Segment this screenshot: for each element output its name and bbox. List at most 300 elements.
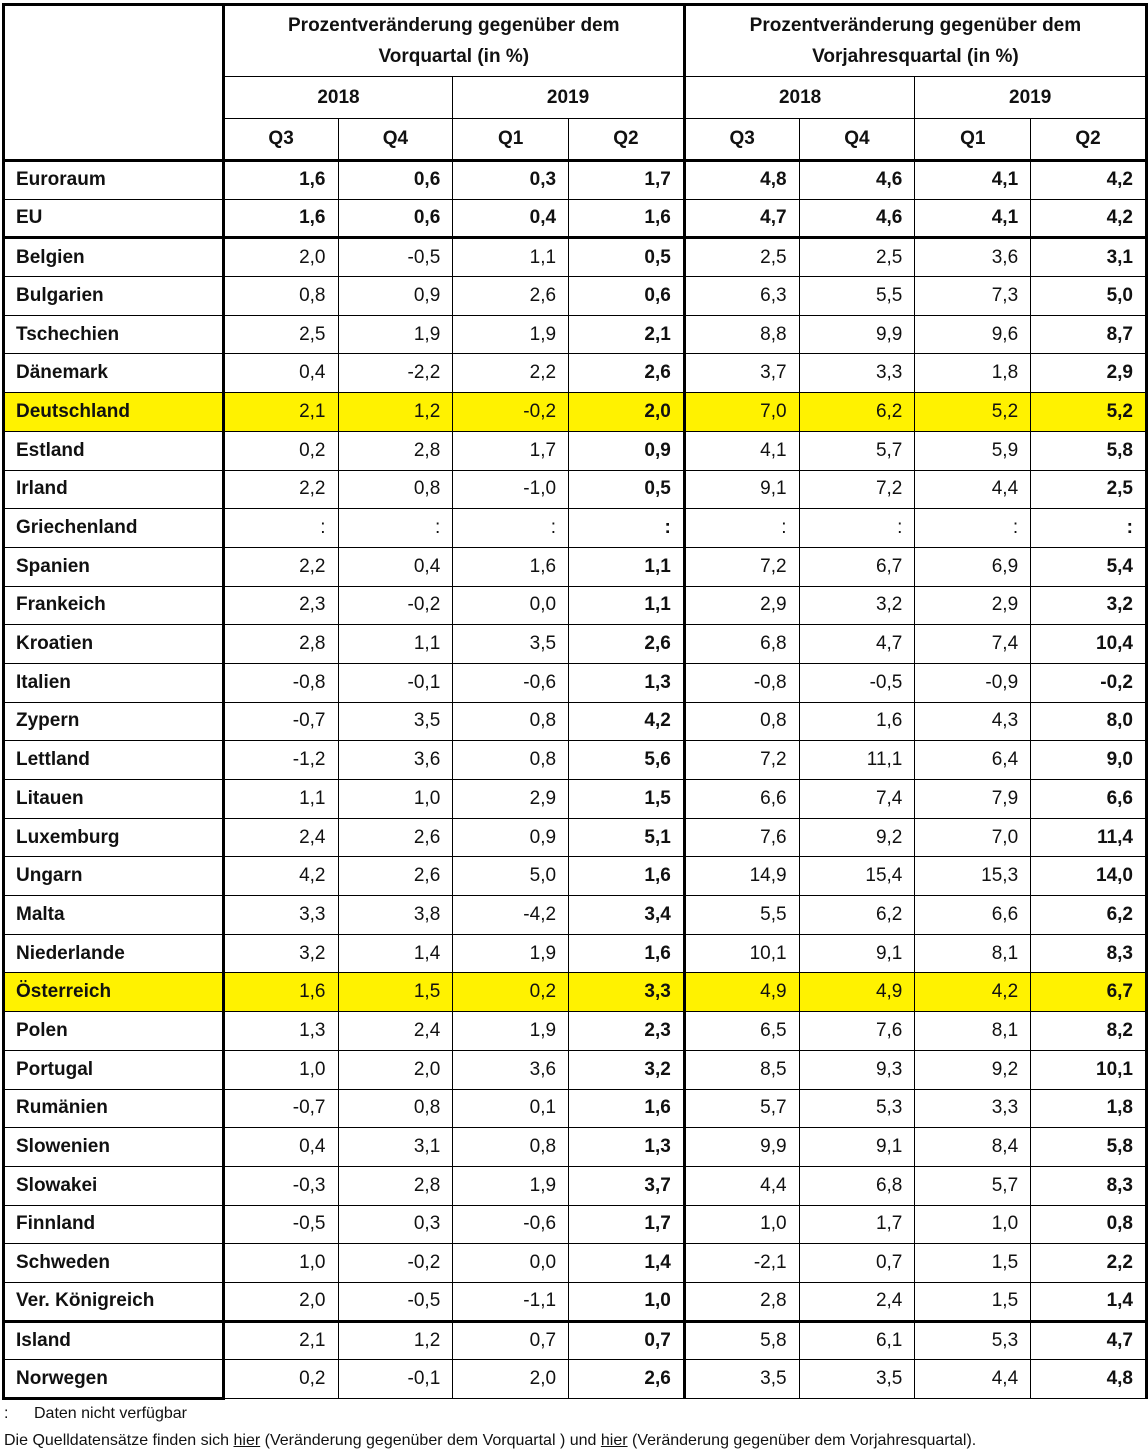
source-link-prev-year[interactable]: hier [600,1432,628,1449]
table-row [4,354,1147,393]
row-label: Italien [4,663,224,702]
value-cell: -1,0 [453,470,569,509]
value-cell: 2,6 [453,277,569,316]
value-cell: 1,0 [684,1205,799,1244]
value-cell: 4,8 [1031,1360,1147,1399]
value-cell: 0,4 [338,547,453,586]
value-cell: 8,5 [684,1050,799,1089]
value-cell: 2,0 [453,1360,569,1399]
header-quarter: Q1 [915,119,1031,161]
row-label: Tschechien [4,315,224,354]
table-row [4,663,1147,702]
value-cell: -0,9 [915,663,1031,702]
value-cell: 4,3 [915,702,1031,741]
value-cell: 3,4 [569,896,685,935]
value-cell: 4,4 [915,470,1031,509]
value-cell: 8,8 [684,315,799,354]
value-cell: -1,2 [223,741,338,780]
value-cell: 4,4 [915,1360,1031,1399]
value-cell: 6,8 [799,1166,915,1205]
row-label: Zypern [4,702,224,741]
value-cell: 4,4 [684,1166,799,1205]
value-cell: 7,2 [799,470,915,509]
value-cell: 2,2 [223,470,338,509]
value-cell: 8,3 [1031,934,1147,973]
value-cell: 4,1 [915,161,1031,200]
value-cell: 2,1 [223,1321,338,1360]
value-cell: 0,8 [453,1128,569,1167]
value-cell: 0,4 [223,1128,338,1167]
value-cell: 4,1 [684,431,799,470]
header-group-prev-quarter [223,5,684,77]
value-cell: 3,3 [799,354,915,393]
table-row [4,1089,1147,1128]
row-label: Malta [4,896,224,935]
value-cell: 3,2 [799,586,915,625]
row-label: Schweden [4,1244,224,1283]
value-cell: -2,2 [338,354,453,393]
row-label: Portugal [4,1050,224,1089]
value-cell: 6,3 [684,277,799,316]
value-cell: 8,1 [915,1012,1031,1051]
value-cell: 0,7 [799,1244,915,1283]
value-cell: 2,6 [569,354,685,393]
value-cell: 5,0 [1031,277,1147,316]
value-cell: 4,6 [799,161,915,200]
header-year: 2019 [453,77,685,119]
value-cell: 1,4 [569,1244,685,1283]
header-quarter: Q2 [569,119,685,161]
value-cell: 9,1 [799,1128,915,1167]
value-cell: 9,3 [799,1050,915,1089]
value-cell: 15,4 [799,857,915,896]
value-cell: 5,8 [1031,431,1147,470]
value-cell: 2,6 [338,818,453,857]
value-cell: 1,2 [338,393,453,432]
value-cell: 4,7 [684,199,799,238]
value-cell: 2,6 [569,625,685,664]
footnote-text: Daten nicht verfügbar [34,1405,187,1422]
row-label: Kroatien [4,625,224,664]
value-cell: 1,3 [223,1012,338,1051]
source-note [4,1432,976,1450]
value-cell: 2,5 [1031,470,1147,509]
value-cell: 1,7 [453,431,569,470]
value-cell: 0,2 [453,973,569,1012]
row-label: Polen [4,1012,224,1051]
value-cell: -2,1 [684,1244,799,1283]
value-cell: 14,0 [1031,857,1147,896]
value-cell: -0,2 [338,1244,453,1283]
header-quarter: Q3 [684,119,799,161]
row-label: Norwegen [4,1360,224,1399]
value-cell: 14,9 [684,857,799,896]
header-year: 2019 [915,77,1147,119]
table-row [4,315,1147,354]
value-cell: 5,8 [684,1321,799,1360]
value-cell: 0,0 [453,586,569,625]
header-quarter: Q1 [453,119,569,161]
value-cell: 6,7 [799,547,915,586]
value-cell: -0,2 [453,393,569,432]
value-cell: 1,6 [453,547,569,586]
header-quarter: Q4 [338,119,453,161]
table-row [4,780,1147,819]
value-cell: 1,5 [915,1282,1031,1321]
value-cell: 0,9 [338,277,453,316]
value-cell: -0,5 [799,663,915,702]
value-cell: 0,5 [569,470,685,509]
value-cell: 1,6 [569,199,685,238]
value-cell: 5,7 [684,1089,799,1128]
value-cell: -0,2 [1031,663,1147,702]
value-cell: -0,6 [453,1205,569,1244]
value-cell: 2,3 [223,586,338,625]
table-row [4,161,1147,200]
table-row [4,393,1147,432]
header-group-prev-quarter-line2: Vorquartal (in %) [378,46,530,67]
row-label: Griechenland [4,509,224,548]
value-cell: 15,3 [915,857,1031,896]
value-cell: 1,6 [799,702,915,741]
value-cell: 1,9 [453,1166,569,1205]
value-cell: 0,6 [338,199,453,238]
value-cell: 0,8 [453,741,569,780]
value-cell: : [223,509,338,548]
value-cell: -0,1 [338,663,453,702]
header-quarter: Q3 [223,119,338,161]
value-cell: -0,1 [338,1360,453,1399]
value-cell: 0,1 [453,1089,569,1128]
value-cell: 1,7 [569,1205,685,1244]
value-cell: 11,1 [799,741,915,780]
value-cell: 0,5 [569,238,685,277]
value-cell: 3,5 [338,702,453,741]
value-cell: 4,8 [684,161,799,200]
row-label: Litauen [4,780,224,819]
value-cell: 7,9 [915,780,1031,819]
value-cell: 7,4 [915,625,1031,664]
value-cell: 2,9 [453,780,569,819]
value-cell: 7,4 [799,780,915,819]
value-cell: 2,2 [1031,1244,1147,1283]
row-label: Euroraum [4,161,224,200]
value-cell: 3,6 [453,1050,569,1089]
table-row [4,431,1147,470]
value-cell: 0,6 [569,277,685,316]
value-cell: 2,4 [799,1282,915,1321]
header-year: 2018 [684,77,915,119]
value-cell: 2,1 [223,393,338,432]
header-group-prev-year-line1: Prozentveränderung gegenüber dem [749,15,1082,36]
value-cell: -1,1 [453,1282,569,1321]
value-cell: 2,2 [453,354,569,393]
value-cell: 9,2 [915,1050,1031,1089]
value-cell: 3,2 [569,1050,685,1089]
value-cell: 5,6 [569,741,685,780]
table-row [4,1282,1147,1321]
source-link-prev-quarter[interactable]: hier [233,1432,261,1449]
value-cell: 1,0 [223,1244,338,1283]
value-cell: 5,2 [915,393,1031,432]
value-cell: -0,5 [223,1205,338,1244]
table-row [4,1244,1147,1283]
value-cell: 10,1 [1031,1050,1147,1089]
value-cell: 0,8 [684,702,799,741]
value-cell: 6,2 [1031,896,1147,935]
value-cell: 9,9 [799,315,915,354]
value-cell: 3,5 [453,625,569,664]
value-cell: 0,8 [223,277,338,316]
table-row [4,1360,1147,1399]
value-cell: 5,2 [1031,393,1147,432]
table-body [4,161,1147,1399]
value-cell: : [338,509,453,548]
value-cell: 3,3 [223,896,338,935]
value-cell: 4,1 [915,199,1031,238]
value-cell: 5,4 [1031,547,1147,586]
table-row [4,1205,1147,1244]
value-cell: 0,7 [569,1321,685,1360]
value-cell: 7,2 [684,547,799,586]
value-cell: 1,9 [453,1012,569,1051]
value-cell: 3,8 [338,896,453,935]
value-cell: -4,2 [453,896,569,935]
value-cell: 8,3 [1031,1166,1147,1205]
value-cell: 2,6 [569,1360,685,1399]
header-year: 2018 [223,77,453,119]
value-cell: 4,2 [1031,161,1147,200]
value-cell: 0,3 [453,161,569,200]
value-cell: 1,7 [799,1205,915,1244]
value-cell: 5,7 [799,431,915,470]
value-cell: 7,0 [684,393,799,432]
table-row [4,199,1147,238]
row-label: Österreich [4,973,224,1012]
table-row [4,741,1147,780]
value-cell: 8,4 [915,1128,1031,1167]
value-cell: : [569,509,685,548]
header-group-prev-quarter-line1: Prozentveränderung gegenüber dem [288,15,620,36]
value-cell: 1,5 [338,973,453,1012]
value-cell: 6,6 [1031,780,1147,819]
table-row [4,973,1147,1012]
value-cell: 7,6 [799,1012,915,1051]
value-cell: 6,2 [799,393,915,432]
value-cell: 7,0 [915,818,1031,857]
value-cell: -0,8 [223,663,338,702]
value-cell: 1,6 [569,934,685,973]
row-label: Belgien [4,238,224,277]
value-cell: 9,9 [684,1128,799,1167]
value-cell: 2,5 [799,238,915,277]
value-cell: 0,8 [338,470,453,509]
row-label: Estland [4,431,224,470]
value-cell: 2,8 [338,1166,453,1205]
row-label: EU [4,199,224,238]
table-row [4,1128,1147,1167]
value-cell: 4,2 [223,857,338,896]
value-cell: 9,1 [684,470,799,509]
table-row [4,625,1147,664]
value-cell: 3,2 [223,934,338,973]
table-row [4,1050,1147,1089]
source-suffix: (Veränderung gegenüber dem Vorjahresquartal). [632,1432,977,1449]
value-cell: 0,9 [453,818,569,857]
table-row [4,277,1147,316]
value-cell: 8,0 [1031,702,1147,741]
value-cell: 2,5 [223,315,338,354]
value-cell: 2,0 [223,238,338,277]
value-cell: 4,9 [799,973,915,1012]
value-cell: 6,9 [915,547,1031,586]
value-cell: 6,1 [799,1321,915,1360]
value-cell: 3,5 [799,1360,915,1399]
value-cell: 3,6 [338,741,453,780]
value-cell: 3,3 [569,973,685,1012]
value-cell: 7,6 [684,818,799,857]
value-cell: 0,8 [453,702,569,741]
value-cell: 8,1 [915,934,1031,973]
value-cell: 1,5 [569,780,685,819]
source-prefix: Die Quelldatensätze finden sich [4,1432,230,1449]
table-row [4,509,1147,548]
value-cell: : [799,509,915,548]
value-cell: 2,2 [223,547,338,586]
table-row [4,702,1147,741]
value-cell: 5,8 [1031,1128,1147,1167]
value-cell: 3,7 [569,1166,685,1205]
value-cell: 2,1 [569,315,685,354]
value-cell: : [684,509,799,548]
value-cell: 3,3 [915,1089,1031,1128]
value-cell: 0,0 [453,1244,569,1283]
value-cell: 2,9 [915,586,1031,625]
value-cell: 0,8 [338,1089,453,1128]
value-cell: 6,6 [915,896,1031,935]
row-label: Spanien [4,547,224,586]
value-cell: 1,3 [569,1128,685,1167]
value-cell: 0,3 [338,1205,453,1244]
value-cell: 5,5 [799,277,915,316]
row-label: Frankeich [4,586,224,625]
table-row [4,547,1147,586]
table-row [4,1321,1147,1360]
value-cell: 3,2 [1031,586,1147,625]
row-label: Dänemark [4,354,224,393]
table-row [4,470,1147,509]
value-cell: 6,2 [799,896,915,935]
value-cell: 4,2 [569,702,685,741]
value-cell: 1,1 [569,547,685,586]
value-cell: 5,9 [915,431,1031,470]
value-cell: 6,8 [684,625,799,664]
table-row [4,818,1147,857]
value-cell: 4,7 [1031,1321,1147,1360]
row-label: Luxemburg [4,818,224,857]
value-cell: 2,8 [338,431,453,470]
value-cell: 5,3 [799,1089,915,1128]
value-cell: 1,6 [223,161,338,200]
value-cell: 7,2 [684,741,799,780]
value-cell: 1,8 [915,354,1031,393]
value-cell: 0,8 [1031,1205,1147,1244]
value-cell: 3,1 [1031,238,1147,277]
table-row [4,586,1147,625]
value-cell: 1,9 [453,934,569,973]
value-cell: 2,8 [223,625,338,664]
value-cell: 1,8 [1031,1089,1147,1128]
row-label: Slowenien [4,1128,224,1167]
row-label: Rumänien [4,1089,224,1128]
value-cell: 1,9 [338,315,453,354]
table-row [4,1166,1147,1205]
value-cell: 2,4 [223,818,338,857]
value-cell: 1,0 [569,1282,685,1321]
table-row [4,857,1147,896]
value-cell: 2,9 [1031,354,1147,393]
gdp-growth-table [2,3,1148,1400]
table-row [4,896,1147,935]
value-cell: 2,8 [684,1282,799,1321]
value-cell: -0,5 [338,238,453,277]
header-quarter: Q2 [1031,119,1147,161]
value-cell: 0,6 [338,161,453,200]
value-cell: -0,2 [338,586,453,625]
value-cell: 4,6 [799,199,915,238]
table-row [4,238,1147,277]
value-cell: 4,7 [799,625,915,664]
value-cell: 7,3 [915,277,1031,316]
header-quarter: Q4 [799,119,915,161]
value-cell: 1,1 [569,586,685,625]
value-cell: 1,2 [338,1321,453,1360]
value-cell: 1,7 [569,161,685,200]
value-cell: 2,4 [338,1012,453,1051]
value-cell: 4,2 [915,973,1031,1012]
value-cell: 0,2 [223,1360,338,1399]
row-label: Niederlande [4,934,224,973]
value-cell: 9,1 [799,934,915,973]
value-cell: 1,0 [223,1050,338,1089]
value-cell: 10,1 [684,934,799,973]
value-cell: 2,0 [338,1050,453,1089]
value-cell: -0,6 [453,663,569,702]
value-cell: 5,3 [915,1321,1031,1360]
value-cell: 1,1 [453,238,569,277]
value-cell: -0,5 [338,1282,453,1321]
value-cell: 1,6 [569,857,685,896]
value-cell: 9,6 [915,315,1031,354]
table-row [4,1012,1147,1051]
value-cell: 0,4 [453,199,569,238]
row-label: Bulgarien [4,277,224,316]
value-cell: 5,5 [684,896,799,935]
value-cell: 3,7 [684,354,799,393]
value-cell: 1,6 [223,199,338,238]
value-cell: 1,9 [453,315,569,354]
value-cell: 1,4 [1031,1282,1147,1321]
row-label: Finnland [4,1205,224,1244]
value-cell: 1,3 [569,663,685,702]
value-cell: : [915,509,1031,548]
value-cell: 1,0 [338,780,453,819]
row-label: Ver. Königreich [4,1282,224,1321]
value-cell: 2,6 [338,857,453,896]
value-cell: 1,1 [223,780,338,819]
row-label: Island [4,1321,224,1360]
value-cell: 0,2 [223,431,338,470]
